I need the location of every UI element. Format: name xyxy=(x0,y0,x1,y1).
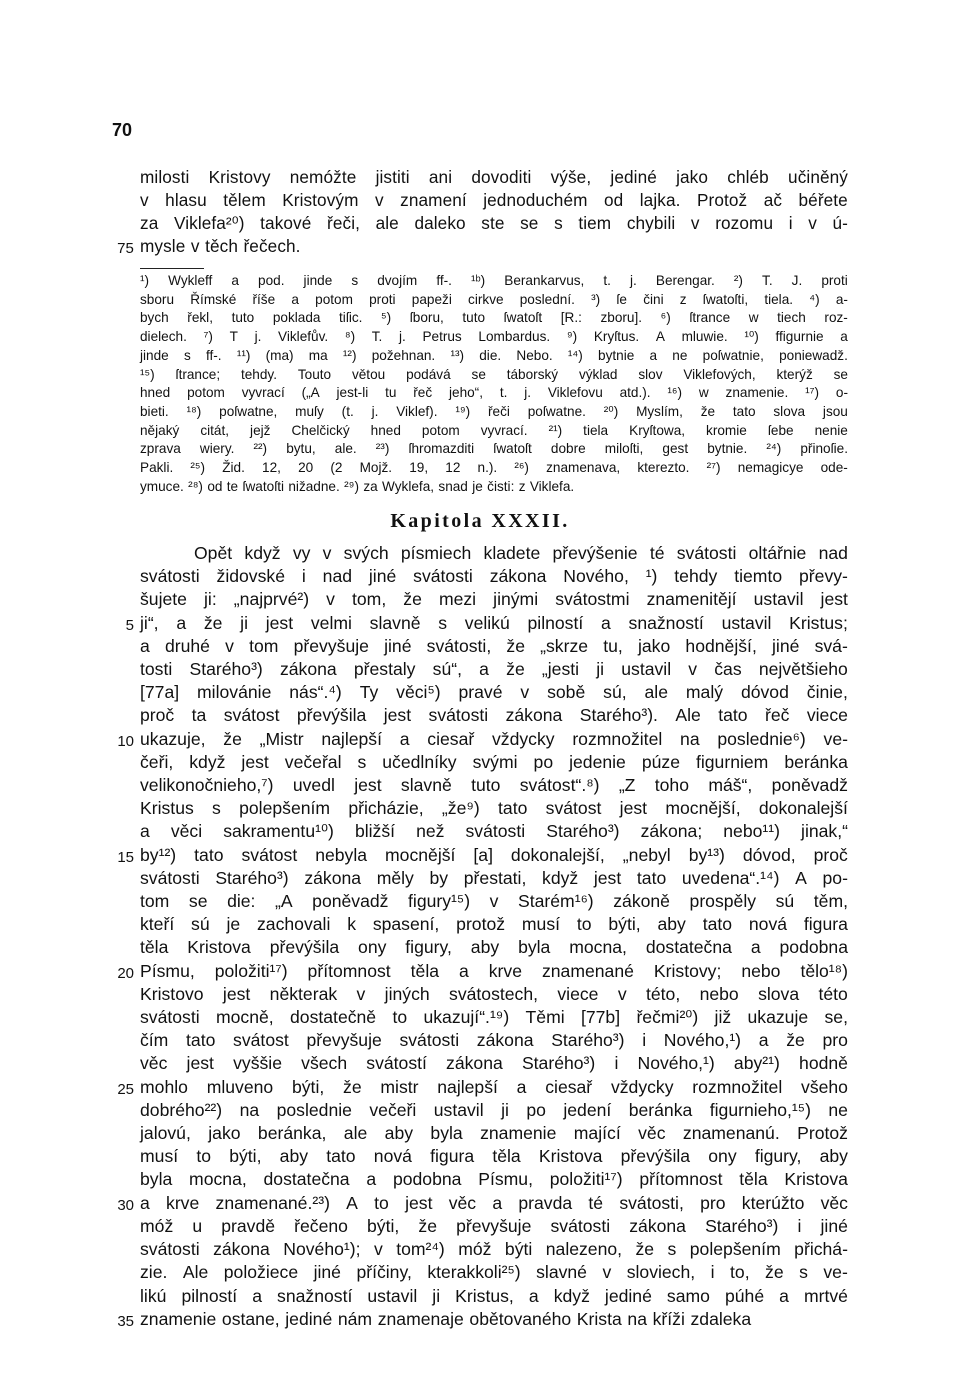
footnote-line: dielech. ⁷) T j. Viklefův. ⁸) T. j. Petrus Lombardus. ⁹) Kryſtus. A mluwie. ¹⁰) ffigurnie a xyxy=(140,329,848,345)
line-number: 35 xyxy=(117,1312,134,1330)
body-line: svátosti mocně, dostatečně to ukazují“.¹⁹) Těmi [77b] řečmi²⁰) již ukazuje se, xyxy=(140,1007,848,1028)
intro-line: milosti Kristovy nemóžte jistiti ani dovoditi výše, jediné jako chléb učiněný xyxy=(140,167,848,187)
line-number: 5 xyxy=(125,616,134,634)
footnote-line: sboru Římské říše a potom proti papeži cirkve poslední. ³) ſe čini z ſwatoſti, tiela. ⁴) a- xyxy=(140,291,848,307)
body-line: čím tato svátost převyšuje svátosti zákona Starého³) i Nového,¹) a že pro xyxy=(140,1030,848,1051)
footnote-line: bych řekl, tuto poklada tiſic. ⁵) ſboru, tuto ſwatoſt [R.: zboru]. ⁶) ſtrance w tiech roz- xyxy=(140,310,848,326)
body-line: byla mocna, dostatečna a podobna Písmu, položiti¹⁷) přítomnost těla Kristova xyxy=(140,1169,848,1190)
body-line: svátosti zákona Nového¹); v tom²⁴) móž býti nalezeno, že s polepšením přichá- xyxy=(140,1239,848,1260)
footnote-line: Pakli. ²⁵) Žid. 12, 20 (2 Mojž. 19, 12 n.). ²⁶) znamenava, kterezto. ²⁷) nemagicye ode- xyxy=(140,460,848,476)
line-number: 30 xyxy=(117,1196,134,1214)
body-line: 15 by¹²) tato svátost nebyla mocnější [a] dokonalejší, „nebyl by¹³) dóvod, proč xyxy=(140,844,848,867)
body-line: svátosti Starého³) zákona měly by přestati, když jest tato uvedena“.¹⁴) A po- xyxy=(140,867,848,888)
line-number: 25 xyxy=(117,1080,134,1098)
body-line: Kristus s polepšením přicházie, „že⁹) tato svátost jest mocnější, dokonalejší xyxy=(140,798,848,819)
body-line: 25 mohlo mluveno býti, že mistr najlepší a ciesař vždycky rozmnožitel všeho xyxy=(140,1076,848,1099)
body-line: šujete ji: „najprvé²) v tom, že mezi jinými svátostmi znamenitějí ustavil jest xyxy=(140,589,848,610)
body-line: těla Kristova převýšila ony figury, aby byla mocna, dostatečna a podobna xyxy=(140,937,848,958)
footnote-line: nějaký citát, jejž Chelčický hned potom vyvrací. ²¹) tiela Kryſtowa, kromie ſebe nenie xyxy=(140,422,848,438)
body-line: Kristovo jest některak v jiných svátostech, viece v této, nebo slova této xyxy=(140,983,848,1004)
footnote-line: ¹⁵) ſtrance; tehdy. Touto větou podává se táborský výklad slov Viklefových, kterýž se xyxy=(140,366,848,382)
footnote-line: jinde s ff-. ¹¹) (ma) ma ¹²) požehnan. ¹³) die. Nebo. ¹⁴) bytnie a ne poſwatnie, poniewadž. xyxy=(140,347,848,363)
body-line: zie. Ale položiece jiné příčiny, kterakkoli²⁵) slavné v sloviech, i to, že s ve- xyxy=(140,1262,848,1283)
body-line: 30 a krve znamenané.²³) A to jest věc a pravda té svátosti, pro kterúžto věc xyxy=(140,1192,848,1215)
body-line: tom se die: „A poněvadž figury¹⁵) v Starém¹⁶) zákoně prospěly sú těm, xyxy=(140,891,848,912)
chapter-body xyxy=(117,542,848,1331)
body-line: 5 ji“, a že ji jest velmi slavně s velikú pilností a snažností ustavil Kristus; xyxy=(140,612,848,635)
body-line: a věci sakramentu¹⁰) bližší než svátosti Starého³) zákona; nebo¹¹) jinak,“ xyxy=(140,821,848,842)
body-line: 35 znamenie ostane, jediné nám znamenaje obětovaného Krista na kříži zdaleka xyxy=(140,1308,848,1331)
footnotes xyxy=(140,272,848,496)
intro-line: v hlasu tělem Kristovým v znamení jednoduchém od lajka. Protož ač béřete xyxy=(140,190,848,210)
intro-line: 75 mysle v těch řečech. xyxy=(140,235,848,258)
line-number: 15 xyxy=(117,848,134,866)
body-line: tosti Starého³) zákona přestaly sú“, a že „jesti ji ustavil v čas největšieho xyxy=(140,659,848,680)
chapter-title: Kapitola XXXII. xyxy=(390,510,570,532)
footnote-separator xyxy=(140,268,204,269)
intro-paragraph xyxy=(117,166,848,258)
body-line: móž u pravdě řečeno býti, že převyšuje svátosti zákona Starého³) i jiné xyxy=(140,1215,848,1236)
body-line: věc jest vyššie všech svátostí zákona Starého³) i Nového,¹) aby²¹) hodně xyxy=(140,1053,848,1074)
footnote-line: bieti. ¹⁸) poſwatne, muſy (t. j. Viklef). ¹⁹) řeči poſwatne. ²⁰) Myslím, že tato slova jsou xyxy=(140,403,848,419)
body-line: dobrého²²) na poslednie večeři ustavil ji po jedení beránka figurnieho,¹⁵) ne xyxy=(140,1099,848,1120)
body-line: 10 ukazuje, že „Mistr najlepší a ciesař vždycky rozmnožitel na poslednie⁶) ve- xyxy=(140,728,848,751)
body-line: a druhé v tom převyšuje jiné svátosti, že „skrze tu, jako hodnější, jiné svá- xyxy=(140,635,848,656)
line-number: 10 xyxy=(117,732,134,750)
body-line: 20 Písmu, položiti¹⁷) přítomnost těla a krve znamenané Kristovy; nebo tělo¹⁸) xyxy=(140,960,848,983)
body-line: musí to býti, aby tato nová figura těla Kristova převýšila ony figury, aby xyxy=(140,1146,848,1167)
body-line: proč ta svátost převýšila jest svátosti zákona Starého³). Ale tato řeč viece xyxy=(140,705,848,726)
page-number: 70 xyxy=(112,120,133,140)
footnote-line: zprava wiery. ²²) bytu, ale. ²³) ſhromazditi ſwatoſt dobre miloſti, gest bytnie. ²⁴) přinoſie. xyxy=(140,441,848,457)
line-number: 75 xyxy=(117,240,134,257)
line-number: 20 xyxy=(117,964,134,982)
body-line: kteří sú je zachovali k spasení, protož musí to býti, aby tato nová figura xyxy=(140,914,848,935)
body-line: velikonočnieho,⁷) uvedl jest slavně tuto svátost“.⁸) „Z toho máš“, poněvadž xyxy=(140,775,848,796)
body-line: čeři, když jest večeřal s učedlníky svými po jedenie púze figurniem beránka xyxy=(140,751,848,772)
body-line: jalovú, jako beránka, ale aby byla znamenie mající věc znamenanú. Protož xyxy=(140,1123,848,1144)
intro-line: za Viklefa²⁰) takové řeči, ale daleko ste se s tiem chybili v rozomu i v ú- xyxy=(140,213,848,233)
body-line: svátosti židovské i nad jiné svátosti zákona Nového, ¹) tehdy tiemto převy- xyxy=(140,566,848,587)
body-line: [77a] milovánie nás“.⁴) Ty věci⁵) pravé v sobě sú, ale malý dóvod činie, xyxy=(140,682,848,703)
footnote-line: ymuce. ²⁸) od te ſwatoſti nižadne. ²⁹) za Wyklefa, snad je čisti: z Viklefa. xyxy=(140,478,575,494)
body-line: likú pilností a snažností ustavil ji Kristus, a když jediné samo púhé a mrtvé xyxy=(140,1285,848,1306)
body-line: Opět když vy v svých písmiech kladete převýšenie té svátosti oltářnie nad xyxy=(194,543,848,563)
footnote-line: ¹) Wykleff a pod. jinde s dvojím ff-. ¹ᵇ) Berankarvus, t. j. Berengar. ²) T. J. proti xyxy=(140,273,848,288)
footnote-line: hned potom vyvrací („A jest-li tu řeč jeho“, t. j. Viklefovu atd.). ¹⁶) w znamenie. ¹⁷) o- xyxy=(140,385,848,401)
